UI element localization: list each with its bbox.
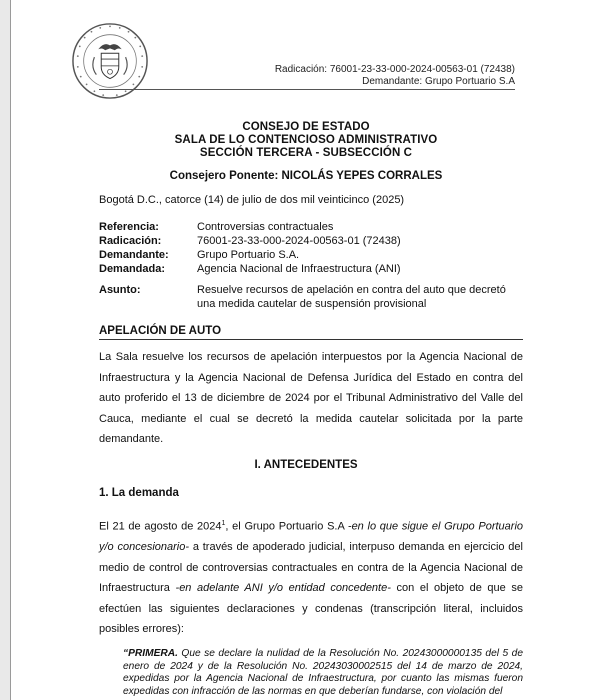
intro-paragraph: La Sala resuelve los recursos de apelación interpuestos por la Agencia Nacional de Infraestructura y la Agencia Nacional de Defensa Jurídica del Estado en contra del auto proferido el 13 de diciembre de 2024 por el Tribunal Administrativo del Valle del Cauca, mediante el cual se decretó la medida cautelar solicitada por la parte demandante. xyxy=(99,351,523,445)
meta-row-referencia xyxy=(99,220,519,234)
text-run: , el Grupo Portuario S.A xyxy=(225,520,348,533)
footnote-ref[interactable]: 1 xyxy=(221,520,226,527)
meta-label: Demandante: xyxy=(99,249,169,261)
text-run: a través de apoderado judicial, interpuso demanda en ejercicio del medio de control de controversias contractuales en contra de la Agencia Nacional de Infraestructura xyxy=(99,541,523,595)
meta-row-radicacion xyxy=(99,234,519,248)
meta-label: Demandada: xyxy=(99,263,166,275)
demanda-paragraph xyxy=(99,514,523,640)
antecedentes-heading: I. ANTECEDENTES xyxy=(254,459,358,471)
quote-text: Que se declare la nulidad de la Resolución No. 20243000000135 del 5 de enero de 2024 y de la Resolución No. 20243030002515 del 14 de marzo de 2024, expedidas por la Agencia Nacional de Infraestructura, por cuanto las mismas fueron expedidas con infracción de las normas en que deberían fundarse, con violación del xyxy=(123,648,523,697)
meta-value: Resuelve recursos de apelación en contra del auto que decretó una medida cautelar de suspensión provisional xyxy=(197,284,506,310)
meta-value: Grupo Portuario S.A. xyxy=(197,249,300,261)
document-page xyxy=(10,0,600,700)
italic-run: -en lo que sigue el Grupo Portuario y/o concesionario- xyxy=(99,520,524,554)
quoted-claims xyxy=(123,648,523,698)
meta-label: Radicación: xyxy=(99,235,162,247)
chamber-name: SALA DE LO CONTENCIOSO ADMINISTRATIVO xyxy=(174,134,438,146)
meta-value: Controversias contractuales xyxy=(197,221,334,233)
section-heading-apelacion: APELACIÓN DE AUTO xyxy=(99,325,523,340)
court-name: CONSEJO DE ESTADO xyxy=(242,121,370,133)
meta-value: 76001-23-33-000-2024-00563-01 (72438) xyxy=(197,235,401,247)
consejero-ponente: Consejero Ponente: NICOLÁS YEPES CORRALES xyxy=(169,170,443,182)
section-name: SECCIÓN TERCERA - SUBSECCIÓN C xyxy=(199,147,413,159)
italic-run: -en adelante ANI y/o entidad concedente- xyxy=(175,582,391,595)
meta-value: Agencia Nacional de Infraestructura (ANI) xyxy=(197,263,401,275)
meta-row-asunto xyxy=(99,276,519,311)
meta-label: Referencia: xyxy=(99,221,159,233)
demanda-heading: 1. La demanda xyxy=(99,487,179,499)
text-run: con el objeto de que se efectúen las siguientes declaraciones y condenas (transcripción literal, incluidos posibles errores): xyxy=(99,582,524,636)
header-demandante: Demandante: Grupo Portuario S.A xyxy=(362,76,515,87)
meta-row-demandada xyxy=(99,262,519,276)
meta-label: Asunto: xyxy=(99,284,141,296)
quote-lead: “PRIMERA. xyxy=(123,648,178,659)
document-date: Bogotá D.C., catorce (14) de julio de dos mil veinticinco (2025) xyxy=(99,194,405,206)
header-radicacion: Radicación: 76001-23-33-000-2024-00563-01 (72438) xyxy=(274,64,515,75)
text-run: El 21 de agosto de 2024 xyxy=(99,520,222,533)
header-rule xyxy=(99,89,515,90)
meta-row-demandante xyxy=(99,248,519,262)
case-metadata-table xyxy=(99,220,519,311)
